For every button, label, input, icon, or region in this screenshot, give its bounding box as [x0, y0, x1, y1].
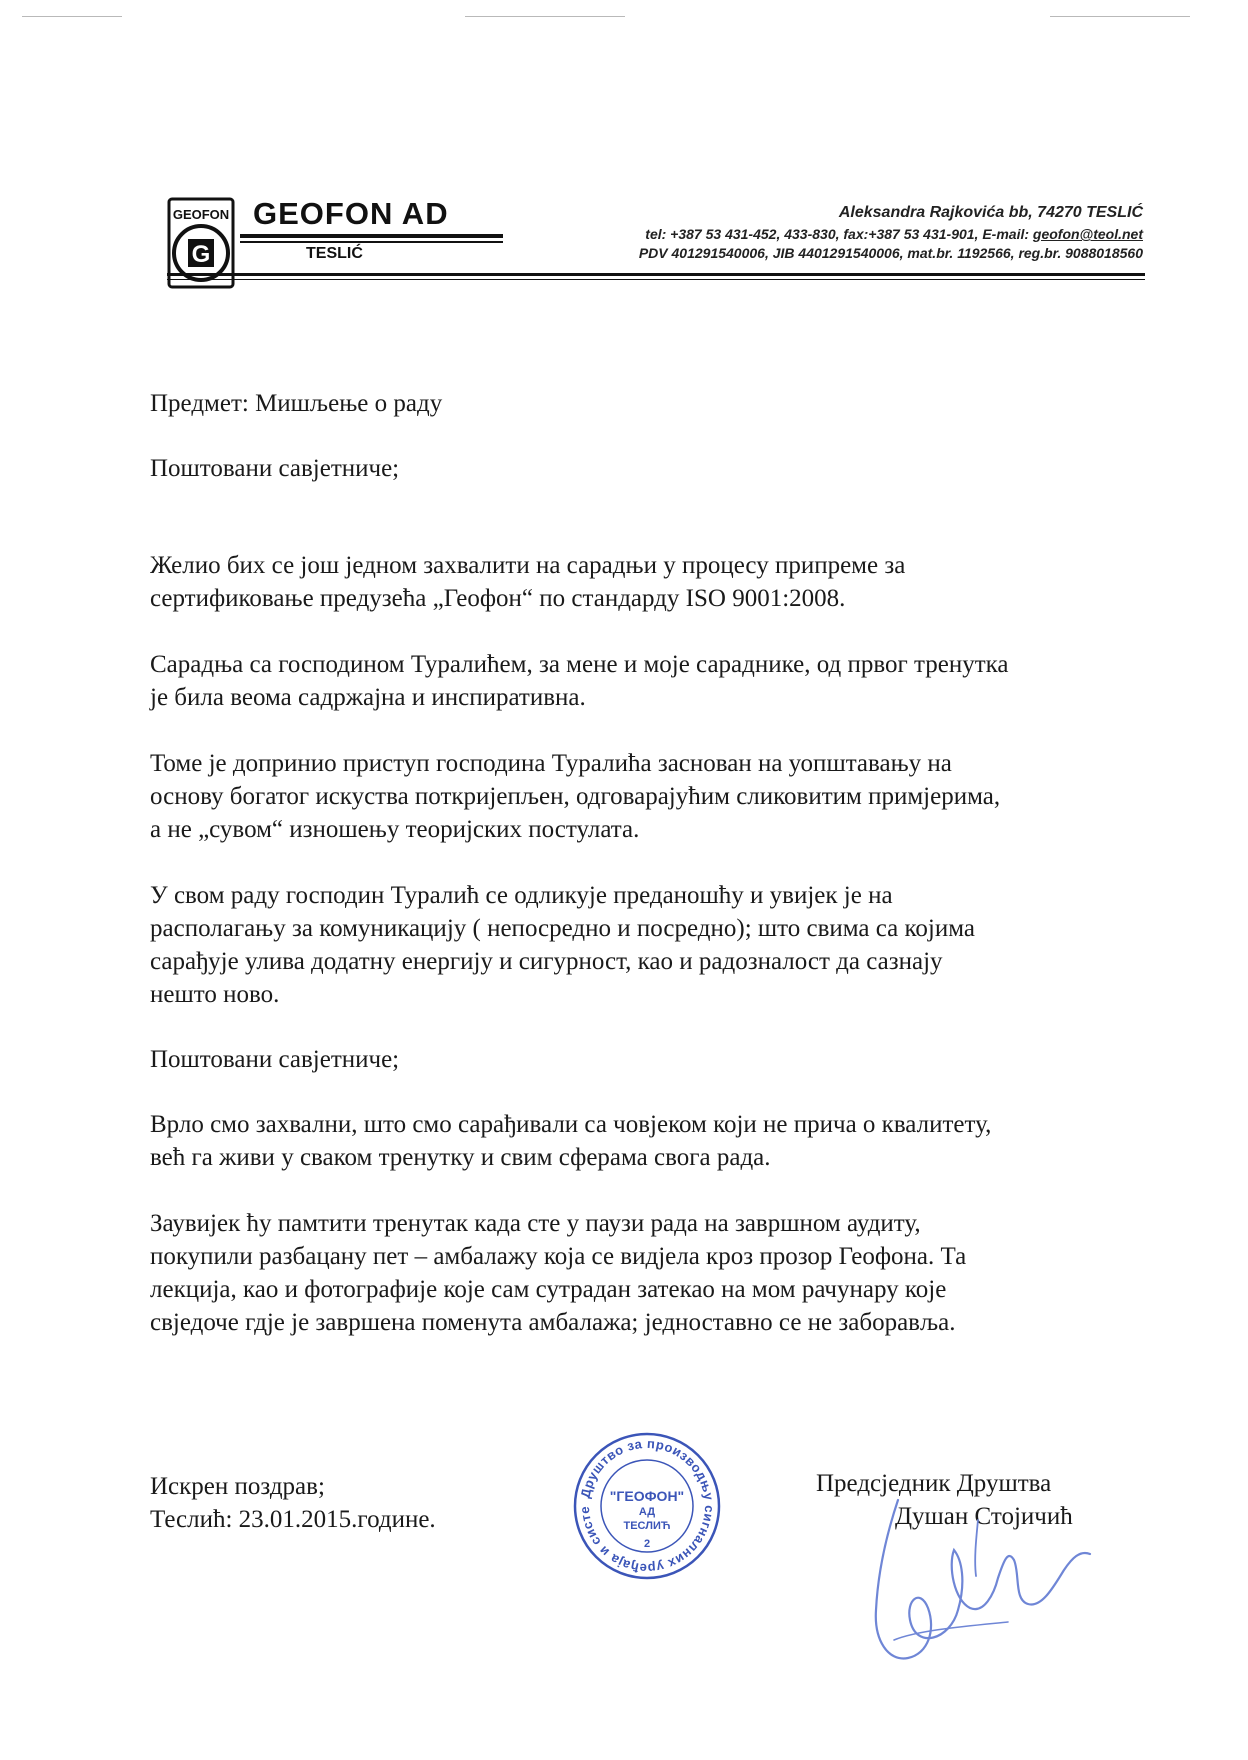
paragraph-memory: [150, 1207, 966, 1339]
text-line: а не „сувом“ изношењу теоријских постулата.: [150, 816, 640, 843]
paragraph-dedication: [150, 879, 975, 1011]
text-line: сарађује улива додатну енергију и сигурност, као и радозналост да сазнају: [150, 948, 943, 975]
name-underline-thin: [240, 241, 503, 243]
scan-artifact-line: [1050, 16, 1190, 17]
stamp-number: 2: [643, 1538, 651, 1550]
text-line: сертификовање предузећа „Геофон“ по стандарду ISO 9001:2008.: [150, 585, 846, 612]
text-line: нешто ново.: [150, 981, 280, 1008]
stamp-company-name: "ГЕОФОН": [609, 1488, 685, 1504]
paragraph-cooperation: [150, 648, 1009, 714]
handwritten-signature: [858, 1490, 1098, 1685]
text-line: већ га живи у сваком тренутку и свим сферама свога рада.: [150, 1144, 771, 1171]
header-rule-thick: [167, 273, 1145, 276]
text-line: Врло смо захвални, што смо сарађивали са човјеком који не прича о квалитету,: [150, 1111, 992, 1138]
header-rule-thin: [167, 279, 1145, 280]
text-line: располагању за комуникацију ( непосредно и посредно); што свима са којима: [150, 915, 975, 942]
subject-line: Предмет: Мишљење о раду: [150, 390, 443, 417]
stamp-outer-text: Друштво за производњу сигналних уређаја и систе: [576, 1435, 718, 1577]
signer-title: Предсједник Друштва: [816, 1470, 1052, 1497]
text-line: Сарадња са господином Туралићем, за мене и моје сараднике, од првог тренутка: [150, 651, 1009, 678]
text-line: покупили разбацану пет – амбалажу која се видјела кроз прозор Геофона. Та: [150, 1243, 967, 1270]
closing-greeting: Искрен поздрав;: [150, 1473, 325, 1500]
salutation-repeat: Поштовани савјетниче;: [150, 1046, 400, 1073]
text-line: У свом раду господин Туралић се одликује преданошћу и увијек је на: [150, 882, 893, 909]
text-line: свједоче гдје је завршена поменута амбалажа; једноставно се не заборавља.: [150, 1309, 956, 1336]
text-line: основу богатог искуства поткријепљен, одговарајућим сликовитим примјерима,: [150, 783, 1001, 810]
text-line: лекција, као и фотографије које сам сутрадан затекао на мом рачунару које: [150, 1276, 947, 1303]
place-date: Теслић: 23.01.2015.године.: [150, 1506, 436, 1533]
text-line: Томе је допринио приступ господина Туралића заснован на уопштавању на: [150, 750, 952, 777]
logo-text: GEOFON: [172, 207, 230, 222]
company-name: GEOFON AD: [253, 196, 449, 231]
text-line: је била веома садржајна и инспиративна.: [150, 684, 586, 711]
closing-block: [150, 1470, 436, 1536]
scan-artifact-line: [22, 16, 122, 17]
text-line: Заувијек ћу памтити тренутак када сте у паузи рада на завршном аудиту,: [150, 1210, 921, 1237]
stamp-city: ТЕСЛИЋ: [623, 1520, 671, 1532]
company-address: Aleksandra Rajkovića bb, 74270 TESLIĆ: [838, 204, 1143, 221]
stamp-company-form: АД: [638, 1506, 656, 1518]
company-city: TESLIĆ: [306, 245, 363, 262]
email-link[interactable]: geofon@teol.net: [1032, 226, 1143, 242]
name-underline: [240, 234, 503, 238]
logo-letter: G: [191, 241, 211, 268]
scan-artifact-line: [465, 16, 625, 17]
text-line: Желио бих се још једном захвалити на сарадњи у процесу припреме за: [150, 552, 906, 579]
paragraph-gratitude: [150, 1108, 991, 1174]
salutation: Поштовани савјетниче;: [150, 455, 400, 482]
company-phone-line: [645, 226, 1143, 242]
phone-fax-text: tel: +387 53 431-452, 433-830, fax:+387 53 431-901, E-mail:: [645, 226, 1033, 242]
signer-name: Душан Стојичић: [895, 1503, 1073, 1530]
company-registration: PDV 401291540006, JIB 4401291540006, mat.br. 1192566, reg.br. 9088018560: [638, 245, 1143, 261]
paragraph-approach: [150, 747, 1000, 846]
paragraph-thanks: [150, 549, 905, 615]
company-stamp: [572, 1431, 722, 1586]
